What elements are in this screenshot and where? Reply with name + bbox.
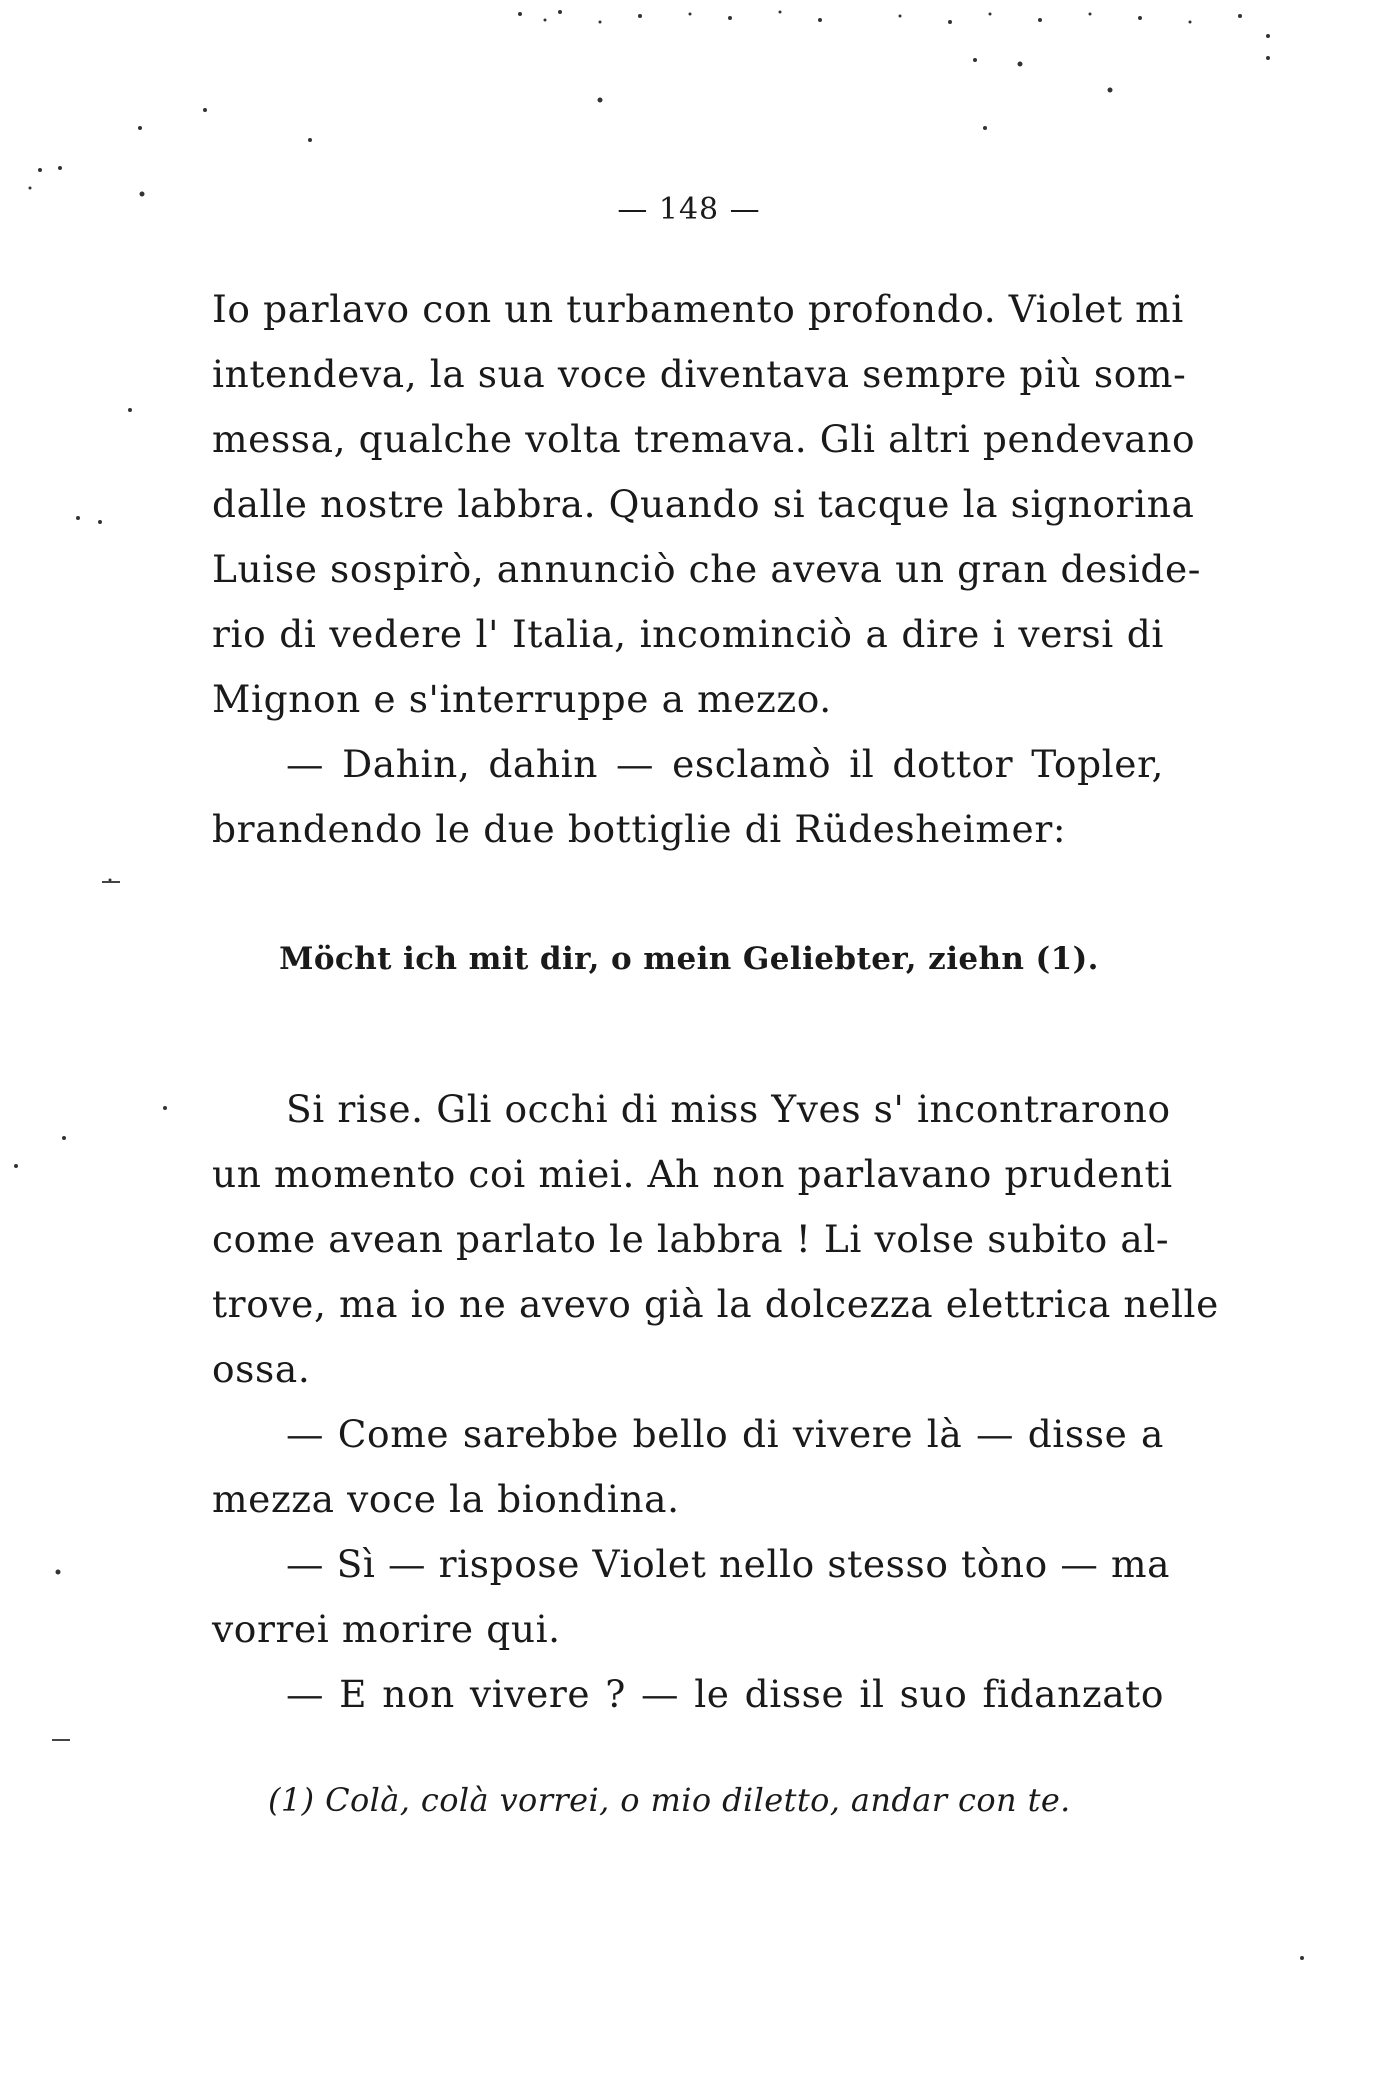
text-line: Si rise. Gli occhi di miss Yves s' incontrarono xyxy=(286,1087,1171,1131)
paragraph-4 xyxy=(212,1402,1164,1532)
text-line: messa, qualche volta tremava. Gli altri pendevano xyxy=(212,417,1196,461)
text-line: Luise sospirò, annunciò che aveva un gran deside- xyxy=(212,547,1202,591)
text-line: — Come sarebbe bello di vivere là — disse a xyxy=(286,1412,1164,1456)
text-line: — Dahin, dahin — esclamò il dottor Topler, xyxy=(286,742,1164,786)
text-line: dalle nostre labbra. Quando si tacque la signorina xyxy=(212,482,1195,526)
text-line: come avean parlato le labbra ! Li volse subito al- xyxy=(212,1217,1170,1261)
text-line: — Sì — rispose Violet nello stesso tòno — ma xyxy=(286,1542,1171,1586)
footnote: (1) Colà, colà vorrei, o mio diletto, andar con te. xyxy=(268,1781,1071,1819)
text-line: Io parlavo con un turbamento profondo. Violet mi xyxy=(212,287,1184,331)
paragraph-5 xyxy=(212,1532,1171,1662)
verse-quote: Möcht ich mit dir, o mein Geliebter, ziehn (1). xyxy=(279,941,1099,977)
paragraph-2 xyxy=(212,732,1164,862)
text-line: rio di vedere l' Italia, incominciò a dire i versi di xyxy=(212,612,1164,656)
text-line: un momento coi miei. Ah non parlavano prudenti xyxy=(212,1152,1173,1196)
text-line: vorrei morire qui. xyxy=(212,1607,561,1651)
page-number: — 148 — xyxy=(617,192,761,227)
paragraph-3 xyxy=(212,1077,1219,1402)
text-line: intendeva, la sua voce diventava sempre più som- xyxy=(212,352,1187,396)
text-line: brandendo le due bottiglie di Rüdesheimer: xyxy=(212,807,1067,851)
text-line: ossa. xyxy=(212,1347,311,1391)
paragraph-1 xyxy=(212,277,1202,732)
paragraph-6 xyxy=(212,1662,1164,1727)
text-line: — E non vivere ? — le disse il suo fidanzato xyxy=(286,1672,1164,1716)
text-line: mezza voce la biondina. xyxy=(212,1477,680,1521)
text-line: Mignon e s'interruppe a mezzo. xyxy=(212,677,832,721)
text-line: trove, ma io ne avevo già la dolcezza elettrica nelle xyxy=(212,1282,1219,1326)
